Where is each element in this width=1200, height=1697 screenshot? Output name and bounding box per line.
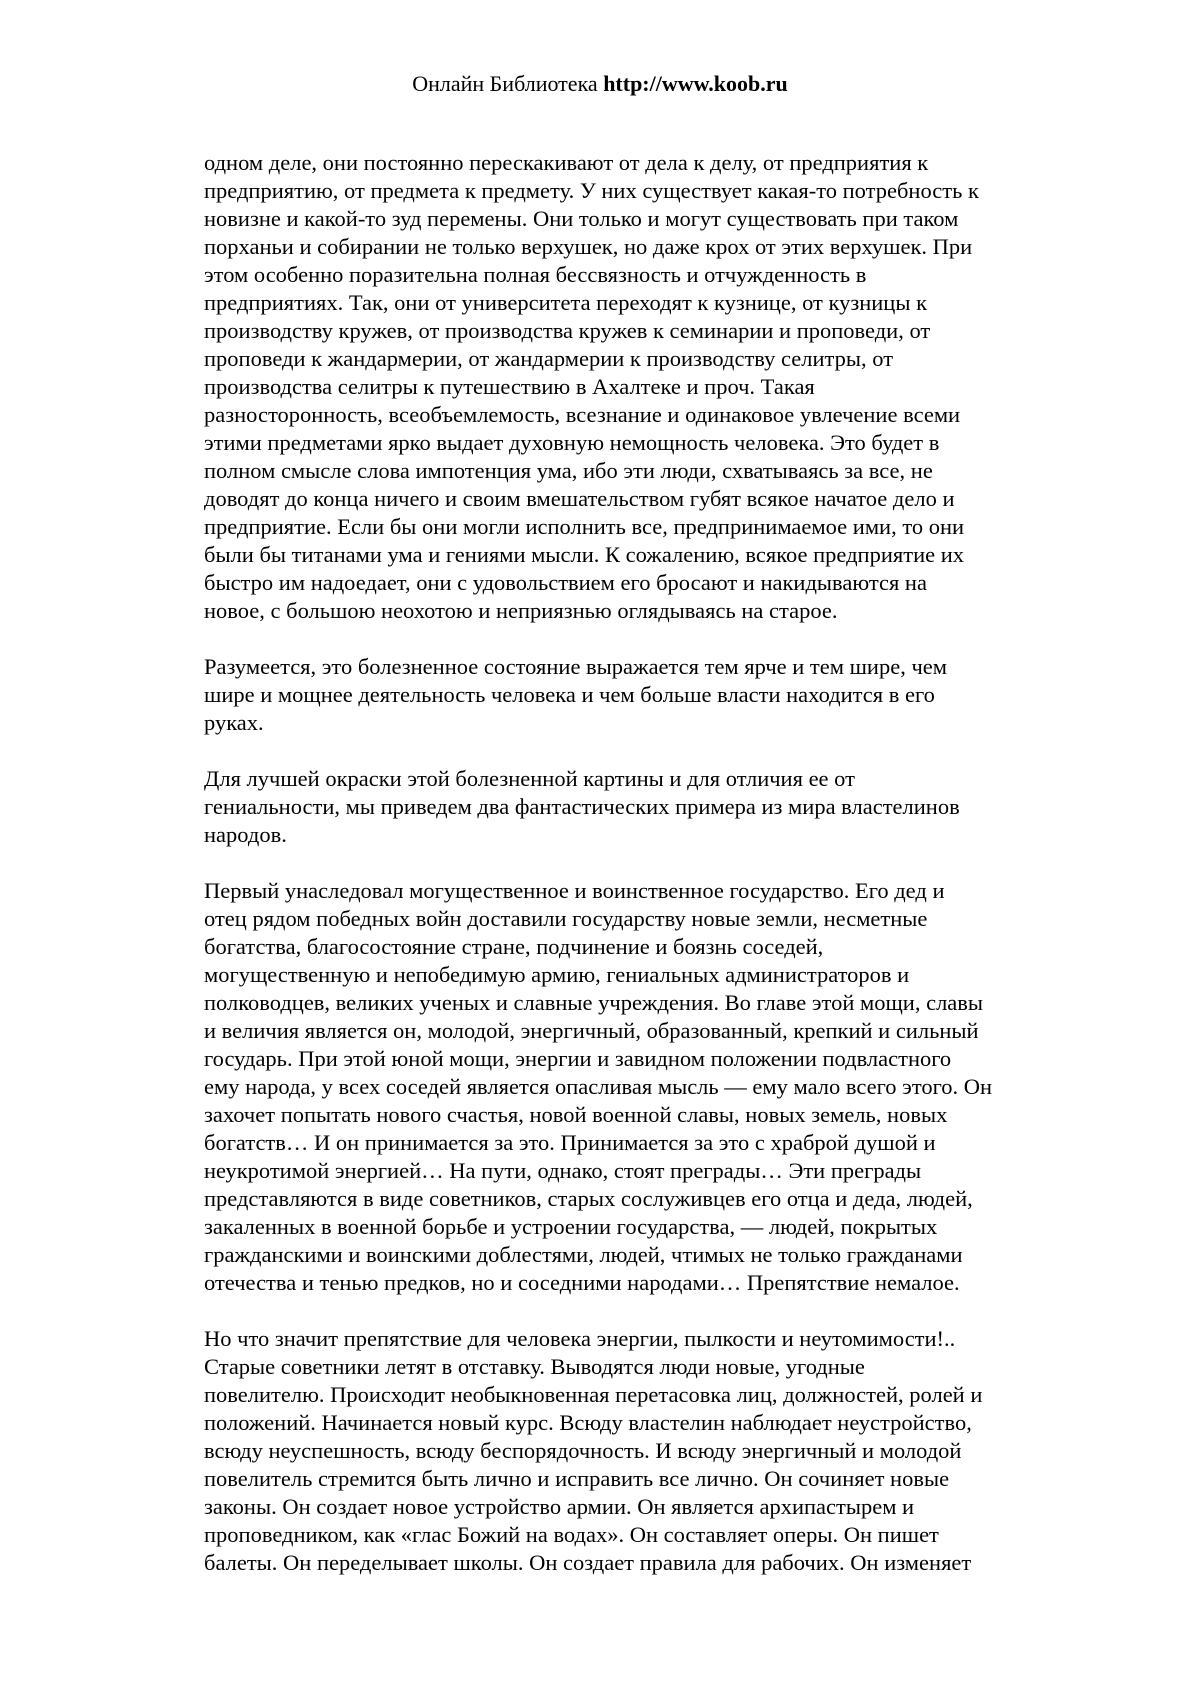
text-line: повелитель стремится быть лично и исправить все лично. Он сочиняет новые bbox=[204, 1466, 950, 1491]
text-line: балеты. Он переделывает школы. Он создает правила для рабочих. Он изменяет bbox=[204, 1550, 972, 1575]
library-url[interactable]: http://www.koob.ru bbox=[603, 71, 788, 96]
text-line: быстро им надоедает, они с удовольствием его бросают и накидываются на bbox=[204, 570, 927, 595]
text-line: предприятие. Если бы они могли исполнить все, предпринимаемое ими, то они bbox=[204, 514, 965, 539]
text-line: полном смысле слова импотенция ума, ибо эти люди, схватываясь за все, не bbox=[204, 458, 933, 483]
text-line: шире и мощнее деятельность человека и чем больше власти находится в его bbox=[204, 682, 935, 707]
text-line: всюду неуспешность, всюду беспорядочность. И всюду энергичный и молодой bbox=[204, 1438, 962, 1463]
text-line: богатства, благосостояние стране, подчинение и боязнь соседей, bbox=[204, 934, 824, 959]
text-line: могущественную и непобедимую армию, гениальных администраторов и bbox=[204, 962, 910, 987]
text-line: проповедником, как «глас Божий на водах». Он составляет оперы. Он пишет bbox=[204, 1522, 939, 1547]
text-line: производства селитры к путешествию в Ахалтеке и проч. Такая bbox=[204, 374, 815, 399]
text-line: повелителю. Происходит необыкновенная перетасовка лиц, должностей, ролей и bbox=[204, 1382, 983, 1407]
text-line: отечества и тенью предков, но и соседними народами… Препятствие немалое. bbox=[204, 1270, 960, 1295]
text-line: производству кружев, от производства кружев к семинарии и проповеди, от bbox=[204, 318, 931, 343]
text-line: новизне и какой-то зуд перемены. Они только и могут существовать при таком bbox=[204, 206, 959, 231]
library-label: Онлайн Библиотека bbox=[412, 71, 598, 96]
text-line: Но что значит препятствие для человека энергии, пылкости и неутомимости!.. bbox=[204, 1326, 956, 1351]
paragraph bbox=[204, 149, 1066, 625]
text-line: Для лучшей окраски этой болезненной картины и для отличия ее от bbox=[204, 766, 855, 791]
text-line: представляются в виде советников, старых сослуживцев его отца и деда, людей, bbox=[204, 1186, 973, 1211]
text-line: Старые советники летят в отставку. Выводятся люди новые, угодные bbox=[204, 1354, 865, 1379]
text-line: богатств… И он принимается за это. Принимается за это с храброй душой и bbox=[204, 1130, 936, 1155]
paragraph bbox=[204, 653, 1066, 737]
page-header bbox=[0, 70, 1200, 98]
paragraph bbox=[204, 877, 1066, 1297]
text-line: закаленных в военной борьбе и устроении государства, — людей, покрытых bbox=[204, 1214, 938, 1239]
text-line: захочет попытать нового счастья, новой военной славы, новых земель, новых bbox=[204, 1102, 948, 1127]
text-line: этими предметами ярко выдает духовную немощность человека. Это будет в bbox=[204, 430, 940, 455]
text-line: новое, с большою неохотою и неприязнью оглядываясь на старое. bbox=[204, 598, 838, 623]
text-line: предприятию, от предмета к предмету. У них существует какая-то потребность к bbox=[204, 178, 979, 203]
text-line: доводят до конца ничего и своим вмешательством губят всякое начатое дело и bbox=[204, 486, 955, 511]
text-line: государь. При этой юной мощи, энергии и завидном положении подвластного bbox=[204, 1046, 952, 1071]
text-line: отец рядом победных войн доставили государству новые земли, несметные bbox=[204, 906, 928, 931]
text-line: Первый унаследовал могущественное и воинственное государство. Его дед и bbox=[204, 878, 945, 903]
text-line: руках. bbox=[204, 710, 264, 735]
text-line: положений. Начинается новый курс. Всюду властелин наблюдает неустройство, bbox=[204, 1410, 972, 1435]
text-line: были бы титанами ума и гениями мысли. К сожалению, всякое предприятие их bbox=[204, 542, 965, 567]
text-line: порханьи и собирании не только верхушек, но даже крох от этих верхушек. При bbox=[204, 234, 973, 259]
text-line: Разумеется, это болезненное состояние выражается тем ярче и тем шире, чем bbox=[204, 654, 948, 679]
paragraph bbox=[204, 765, 1066, 849]
text-line: полководцев, великих ученых и славные учреждения. Во главе этой мощи, славы bbox=[204, 990, 984, 1015]
text-line: разносторонность, всеобъемлемость, всезнание и одинаковое увлечение всеми bbox=[204, 402, 961, 427]
text-line: законы. Он создает новое устройство армии. Он является архипастырем и bbox=[204, 1494, 915, 1519]
text-line: проповеди к жандармерии, от жандармерии к производству селитры, от bbox=[204, 346, 894, 371]
page-body bbox=[204, 149, 1066, 1577]
text-line: гениальности, мы приведем два фантастических примера из мира властелинов bbox=[204, 794, 960, 819]
paragraph bbox=[204, 1325, 1066, 1577]
text-line: неукротимой энергией… На пути, однако, стоят преграды… Эти преграды bbox=[204, 1158, 922, 1183]
text-line: народов. bbox=[204, 822, 287, 847]
text-line: ему народа, у всех соседей является опасливая мысль — ему мало всего этого. Он bbox=[204, 1074, 993, 1099]
text-line: одном деле, они постоянно перескакивают от дела к делу, от предприятия к bbox=[204, 150, 929, 175]
text-line: этом особенно поразительна полная бессвязность и отчужденность в bbox=[204, 262, 867, 287]
text-line: гражданскими и воинскими доблестями, людей, чтимых не только гражданами bbox=[204, 1242, 963, 1267]
text-line: и величия является он, молодой, энергичный, образованный, крепкий и сильный bbox=[204, 1018, 979, 1043]
text-line: предприятиях. Так, они от университета переходят к кузнице, от кузницы к bbox=[204, 290, 928, 315]
